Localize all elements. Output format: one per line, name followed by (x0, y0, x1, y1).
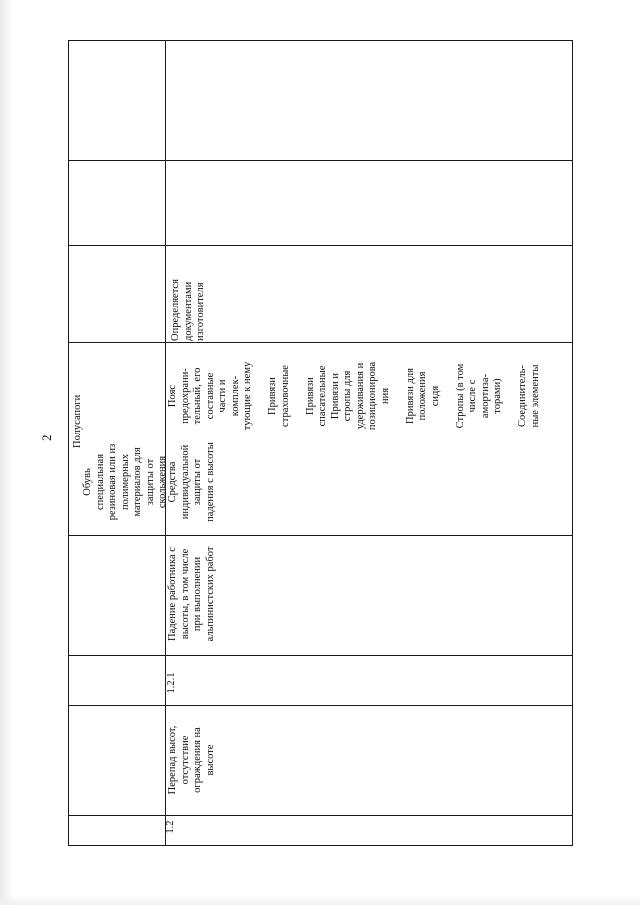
cell-footwear: Обувь специальная резиновая или из полимерных материалов для защиты от скольжения (82, 443, 168, 521)
table-border-bottom (68, 845, 573, 846)
column-divider (68, 535, 573, 536)
cell-hazard-event: Падение работника с высоты, в том числе при выполнении альпинистских работ (167, 546, 216, 642)
table-border-top (68, 40, 573, 41)
cell-hazard-source: Перепад высот, отсутствие ограждения на высоте (167, 725, 216, 795)
column-divider (68, 705, 573, 706)
cell-overshoes: Полусапоги (72, 394, 83, 448)
cell-requirements: Определяется документами изготовителя (170, 279, 206, 341)
cell-hazard-code: 1.2.1 (166, 672, 177, 694)
column-divider (68, 245, 573, 246)
column-divider (68, 160, 573, 161)
scan-left-edge (0, 0, 14, 905)
column-divider (68, 815, 573, 816)
page-number: 2 (39, 434, 54, 441)
column-divider (68, 655, 573, 656)
column-divider (68, 342, 573, 343)
cell-protection-type: Средства индивидуальной защиты от падения с высоты (167, 442, 216, 522)
cell-row-number: 1.2 (165, 820, 176, 834)
scan-bottom-edge (0, 895, 640, 905)
cell-components: Пояс предохрани- тельный, его составные части и комплек- тующие к нему Привязи страховочные Привязи спасательные Привязи и стропы для удерживания и позиционирова ния Привязи для положения сидя Стропы (в том числе с амортиза- торами) Соединитель- ные элементы (167, 361, 541, 431)
